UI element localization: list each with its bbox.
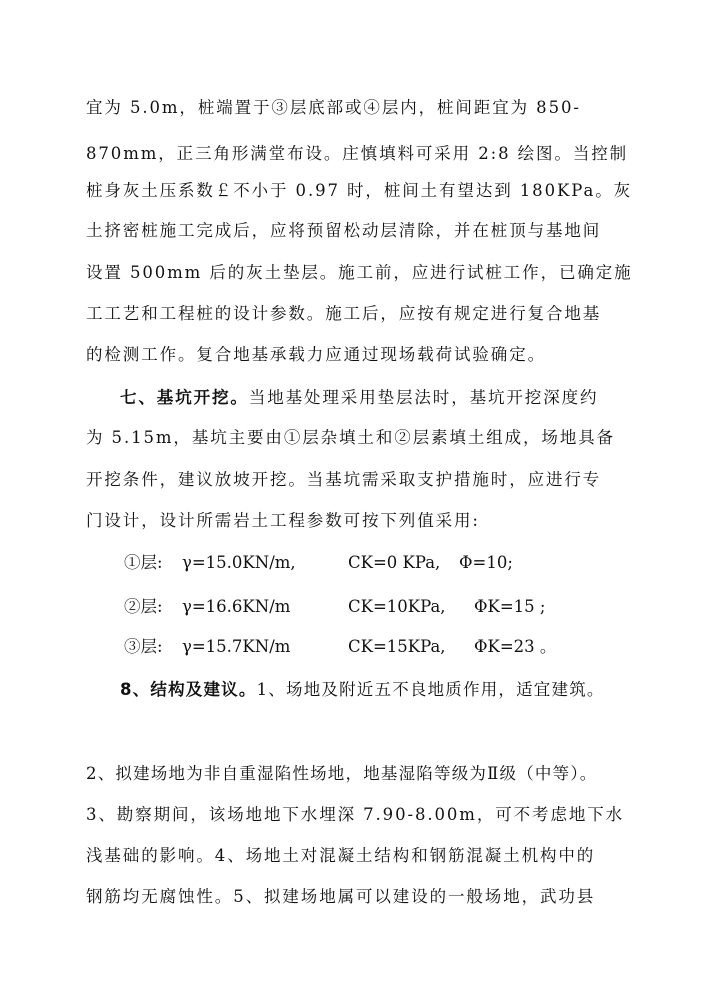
paragraph-line: 门设计，设计所需岩土工程参数可按下列值采用:	[86, 511, 480, 530]
paragraph-line: 桩身灰土压系数￡不小于 0.97 时，桩间土有望达到 180KPa。灰	[86, 181, 632, 200]
paragraph-line: 3、勘察期间，该场地地下水埋深 7.90-8.00m，可不考虑地下水	[86, 805, 625, 824]
layer-label: ①层:	[124, 553, 163, 572]
section-8-first-line	[120, 680, 605, 700]
paragraph-line: 设置 500mm 后的灰土垫层。施工前，应进行试桩工作，已确定施	[86, 263, 633, 282]
ck-value: CK=10KPa,	[348, 597, 446, 616]
paragraph-line: 2、拟建场地为非自重湿陷性场地，地基湿陷等级为Ⅱ级（中等）。	[86, 764, 598, 783]
ck-value: CK=0 KPa,	[348, 553, 441, 572]
section-7-first-line-text: 当地基处理采用垫层法时，基坑开挖深度约	[248, 388, 599, 407]
gamma-value: γ=15.7KN/m	[182, 637, 291, 656]
gamma-value: γ=16.6KN/m	[182, 597, 291, 616]
section-8-heading: 8、结构及建议。	[120, 680, 257, 699]
layer-label: ③层:	[124, 637, 163, 656]
section-7-first-line	[120, 388, 598, 408]
paragraph-line: 土挤密桩施工完成后，应将预留松动层清除，并在桩顶与基地间	[86, 221, 602, 240]
section-7-heading: 七、基坑开挖。	[120, 388, 249, 407]
paragraph-line: 的检测工作。复合地基承载力应通过现场载荷试验确定。	[86, 345, 546, 364]
paragraph-line: 宜为 5.0m，桩端置于③层底部或④层内，桩间距宜为 850-	[86, 98, 581, 117]
paragraph-line: 为 5.15m，基坑主要由①层杂填土和②层素填土组成，场地具备	[86, 428, 616, 447]
gamma-value: γ=15.0KN/m,	[182, 553, 296, 572]
paragraph-line: 开挖条件，建议放坡开挖。当基坑需采取支护措施时，应进行专	[86, 470, 602, 489]
phi-value: ΦK=15 ;	[474, 597, 546, 616]
section-8-first-line-text: 1、场地及附近五不良地质作用，适宜建筑。	[256, 680, 605, 699]
ck-value: CK=15KPa,	[348, 637, 446, 656]
paragraph-line: 浅基础的影响。4、场地土对混凝土结构和钢筋混凝土机构中的	[86, 846, 596, 865]
phi-value: Φ=10;	[459, 553, 513, 572]
paragraph-line: 钢筋均无腐蚀性。5、拟建场地属可以建设的一般场地，武功县	[86, 887, 596, 906]
paragraph-line: 工工艺和工程桩的设计参数。施工后，应按有规定进行复合地基	[86, 304, 602, 323]
layer-label: ②层:	[124, 597, 163, 616]
paragraph-line: 870mm，正三角形满堂布设。庄慎填料可采用 2:8 绘图。当控制	[86, 144, 629, 163]
phi-value: ΦK=23 。	[474, 637, 557, 656]
